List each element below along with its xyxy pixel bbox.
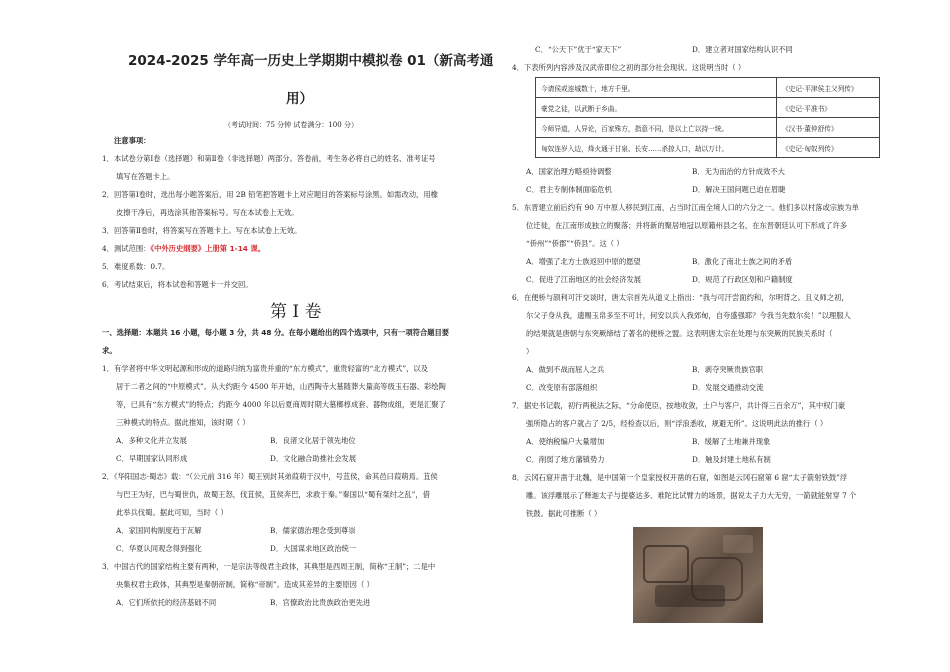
q2-option-a: A．家国同构制度趋于瓦解 xyxy=(116,526,202,535)
q5-stem: “侨州”“侨郡”“侨县”。这（ ） xyxy=(526,239,624,248)
notice-item-4-prefix: 4．测试范围： xyxy=(102,244,151,253)
instructions-prefix: 一、选择题： xyxy=(102,328,146,337)
table-cell: 《史记·平津侯主父列传》 xyxy=(777,78,880,98)
q6-option-a: A．做到不战而屈人之兵 xyxy=(526,365,605,374)
q5-option-d: D．规范了行政区划和户籍制度 xyxy=(692,275,793,284)
table-row xyxy=(536,118,880,138)
q3-option-c: C．“公天下”优于“家天下” xyxy=(535,45,622,54)
q4-option-a: A．国家治理方略亟待调整 xyxy=(526,167,612,176)
q5-option-b: B．激化了南北士族之间的矛盾 xyxy=(692,257,793,266)
q4-option-c: C．君主专制体制面临危机 xyxy=(526,185,612,194)
notice-item: 2．回答第Ⅰ卷时，选出每小题答案后，用 2B 铅笔把答题卡上对应题目的答案标号涂黑。如需改动，用橡 xyxy=(102,190,438,199)
q7-option-c: C．削弱了地方藩镇势力 xyxy=(526,455,605,464)
table-cell: 《汉书·董仲舒传》 xyxy=(777,118,880,138)
notice-heading: 注意事项： xyxy=(114,136,151,145)
q8-stem: 铁鼓。据此可推断（ ） xyxy=(526,509,602,518)
q1-option-b: B．良渚文化居于领先地位 xyxy=(270,436,356,445)
q2-stem: 与巴王为好，巴与蜀世仇，故蜀王怒，伐苴侯，苴侯奔巴，求救于秦。”秦国以“蜀有桀纣之乱”，借 xyxy=(116,490,431,499)
q3-stem: 央集权君主政体，其典型是秦朝帝制，简称“帝制”。造成其差异的主要原因（ ） xyxy=(116,580,374,589)
instructions-line2: 求。 xyxy=(102,346,117,355)
section-title: 第 Ⅰ 卷 xyxy=(270,302,322,322)
notice-item: 填写在答题卡上。 xyxy=(116,172,175,181)
q1-stem: 等，已具有“东方模式”的特点；约距今 4000 年以后夏商周时期大墓榔椁成套、器物成组，更是汇聚了 xyxy=(116,400,446,409)
q6-option-d: D．发展交通推动交流 xyxy=(692,383,764,392)
q1-option-d: D．文化融合助推社会发展 xyxy=(270,454,357,463)
instructions-text: 本题共 16 小题，每小题 3 分，共 48 分。在每小题给出的四个选项中，只有一项符合题目要 xyxy=(145,328,450,337)
q4-stem: 4．下表所列内容涉及汉武帝即位之初的部分社会现状。这说明当时（ ） xyxy=(512,63,746,72)
q5-option-a: A．增强了北方士族返回中原的愿望 xyxy=(526,257,641,266)
q1-option-c: C．早期国家认同形成 xyxy=(116,454,188,463)
q6-option-c: C．改变原有部落组织 xyxy=(526,383,598,392)
q1-option-a: A．多种文化并立发展 xyxy=(116,436,187,445)
q2-option-b: B．儒家德治理念受到尊崇 xyxy=(270,526,356,535)
q3-stem: 3．中国古代的国家结构主要有两种，一是宗法等级君主政体，其典型是西周王制，简称“王制”；二是中 xyxy=(102,562,436,571)
q6-stem: ） xyxy=(526,347,534,356)
q5-stem: 5．东晋建立前后约有 90 万中原人移民到江南，占当时江南全境人口的六分之一。他们多以村落或宗族为单 xyxy=(512,203,859,212)
notice-item: 皮擦干净后，再选涂其他答案标号。写在本试卷上无效。 xyxy=(116,208,299,217)
q4-option-b: B．无为而治的方针成效不大 xyxy=(692,167,785,176)
q7-stem: 强所隐占的客户就占了 2/5，经检查以后，则“浮浪悉收，规避无所”。这说明此法的推行（ ） xyxy=(526,419,828,428)
q6-stem: 的结果就是唐朝与东突厥缔结了著名的便桥之盟。这表明唐太宗在处理与东突厥的民族关系时（ xyxy=(526,329,833,338)
table-row xyxy=(536,98,880,118)
table-cell: 匈奴连岁入边，烽火通于甘泉、长安……杀掠人口，劫以万计。 xyxy=(536,138,777,158)
q6-option-b: B．剥夺突厥贵族官职 xyxy=(692,365,764,374)
q2-stem: 2．《华阳国志·蜀志》载：“（公元前 316 年）蜀王别封其弟葭萌于汉中，号苴侯，命其邑曰葭萌焉。苴侯 xyxy=(102,472,438,481)
q4-option-d: D．解决王国问题已迫在眉睫 xyxy=(692,185,786,194)
table-cell: 《史记·平准书》 xyxy=(777,98,880,118)
q1-stem: 三种模式的特点。据此推知，该时期（ ） xyxy=(116,418,250,427)
table-cell: 豪党之徒，以武断于乡曲。 xyxy=(536,98,777,118)
q7-stem: 7．据史书记载，初行两税法之际，“分命使臣，按地收敛，土户与客户，共计得三百余万”，其中权门豪 xyxy=(512,401,846,410)
q1-stem: 1．有学者将中华文明起源和形成的道路归纳为富贵并重的“东方模式”，重贵轻富的“北方模式”，以及 xyxy=(102,364,429,373)
q4-source-table xyxy=(535,77,880,158)
q7-option-a: A．使纳税编户大量增加 xyxy=(526,437,605,446)
q7-option-d: D．触及封建土地私有制 xyxy=(692,455,771,464)
notice-item: 6．考试结束后，将本试卷和答题卡一并交回。 xyxy=(102,280,253,289)
q5-option-c: C．促进了江南地区的社会经济发展 xyxy=(526,275,642,284)
notice-item-4 xyxy=(102,243,265,256)
q2-option-c: C．华夏认同观念得到强化 xyxy=(116,544,202,553)
test-scope: 《中外历史纲要》上册第 1-14 课。 xyxy=(150,244,265,253)
notice-item: 3．回答第Ⅱ卷时，将答案写在答题卡上。写在本试卷上无效。 xyxy=(102,226,302,235)
table-row xyxy=(536,138,880,158)
notice-item: 1．本试卷分第Ⅰ卷（选择题）和第Ⅱ卷（非选择题）两部分。答卷前，考生务必将自己的姓名、准考证号 xyxy=(102,154,436,163)
exam-title-line1: 2024-2025 学年高一历史上学期期中模拟卷 01（新高考通 xyxy=(128,53,494,69)
q2-stem: 此举兵伐蜀。据此可知，当时（ ） xyxy=(116,508,228,517)
table-cell: 今请侯或连城数十，地方千里。 xyxy=(536,78,777,98)
table-cell: 今师异道，人异论，百家殊方，指意不同，是以上亡以持一统。 xyxy=(536,118,777,138)
q7-option-b: B．缓解了土地兼并现象 xyxy=(692,437,771,446)
q3-option-a: A．它们所依托的经济基础不同 xyxy=(116,598,217,607)
q2-option-d: D．大国谋求地区政治统一 xyxy=(270,544,357,553)
table-cell: 《史记·匈奴列传》 xyxy=(777,138,880,158)
instructions-line1 xyxy=(102,327,449,340)
q6-stem: 6．在便桥与颉利可汗交谈时，唐太宗首先从道义上指出：“我与可汗尝面约和，尔明背之。且义师之初， xyxy=(512,293,849,302)
q3-option-d: D．建立者对国家结构认识不同 xyxy=(692,45,793,54)
exam-title-line2: 用） xyxy=(286,91,313,107)
exam-info: （考试时间：75 分钟 试卷满分：100 分） xyxy=(224,121,358,129)
notice-item: 5．难度系数：0.7。 xyxy=(102,262,170,271)
q8-stem: 雕。该浮雕展示了释迦太子与提婆达多、难陀比试臂力的场景，据说太子力大无穷，一箭就能射穿 7 个 xyxy=(526,491,857,500)
table-row xyxy=(536,78,880,98)
q5-stem: 位迁徙，在江南形成独立的聚落；并将新的聚居地冠以原籍州县之名，在东晋朝廷认可下形成了许多 xyxy=(526,221,848,230)
relief-carving-image xyxy=(633,527,763,623)
q6-stem: 尔父子身从我，遗赐玉帛多至不可计，何安以兵入我郊甸，自夸盛强耶？今我当先数尔矣！”以理服人 xyxy=(526,311,851,320)
q3-option-b: B．官僚政治比贵族政治更先进 xyxy=(270,598,371,607)
q8-stem: 8．云冈石窟开凿于北魏，是中国第一个皇家授权开凿的石窟，如图是云冈石窟第 6 窟“太子箭射铁鼓”浮 xyxy=(512,473,848,482)
q1-stem: 居于二者之间的“中原模式”。从大约距今 4500 年开始，山西陶寺大墓随葬大量高等级玉石器、彩绘陶 xyxy=(116,382,446,391)
